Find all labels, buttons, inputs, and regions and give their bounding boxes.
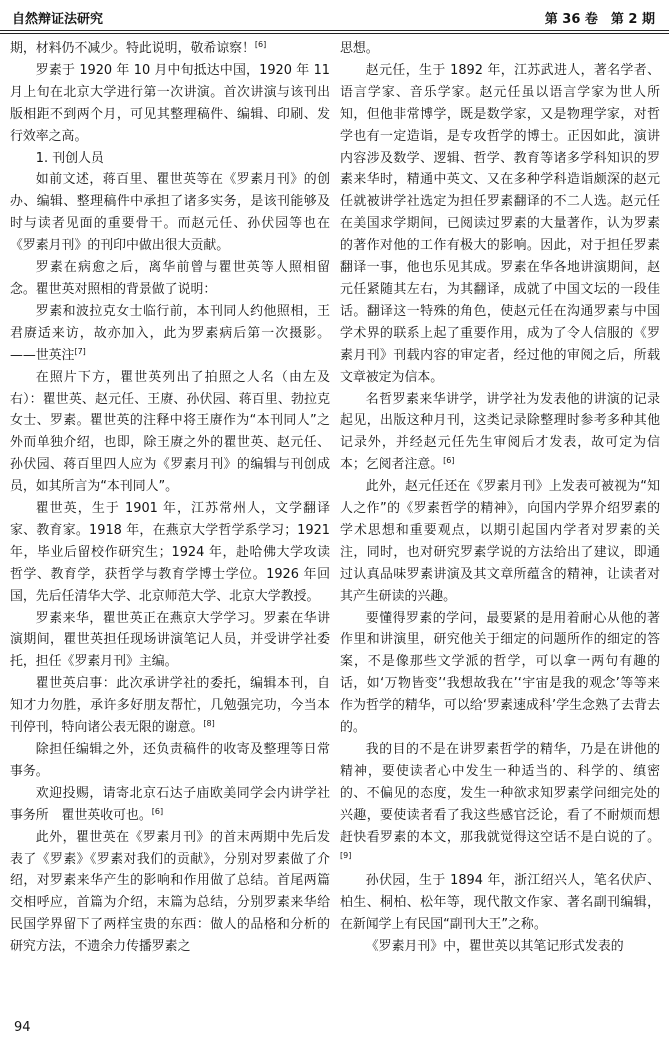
citation-ref: [6]: [151, 806, 164, 816]
left-column: [10, 38, 330, 958]
paragraph: [340, 389, 660, 477]
paragraph-text: 瞿世英启事：此次承讲学社的委托，编辑本刊，自知才力勿胜，承许多好朋友帮忙，几勉强完功，今当本刊停刊，特向诸公表无限的谢意。: [10, 676, 330, 736]
paragraph: [10, 739, 330, 783]
paragraph: [10, 169, 330, 257]
paragraph-text: 罗素和波拉克女士临行前，本刊同人约他照相，王君赓适来访，故亦加入，此为罗素病后第一次摄影。——世英注: [10, 303, 330, 363]
citation-ref: [6]: [443, 456, 455, 466]
paragraph-text: 孙伏园，生于 1894 年，浙江绍兴人，笔名伏庐、柏生、桐柏、松年等，现代散文作家、著名副刊编辑，在新闻学上有民国“副刊大王”之称。: [340, 873, 660, 933]
paragraph: [10, 673, 330, 739]
page-number: 94: [14, 1020, 31, 1035]
paragraph: [10, 783, 330, 827]
paragraph-text: 此外，瞿世英在《罗素月刊》的首末两期中先后发表了《罗素》《罗素对我们的贡献》，分别对罗素做了介绍，对罗素来华产生的影响和作用做了总结。首尾两篇交相呼应，首篇为介绍，末篇为总结，分别罗素来华给民国学界留下了两样宝贵的东西：做人的品格和分析的研究方法，不遗余力传播罗素之: [10, 829, 330, 955]
paragraph-text: 如前文述，蒋百里、瞿世英等在《罗素月刊》的创办、编辑、整理稿件中承担了诸多实务，是该刊能够及时与读者见面的重要骨干。而赵元任、孙伏园等也在《罗素月刊》的刊印中做出很大贡献。: [10, 172, 330, 254]
paragraph: [340, 936, 660, 958]
journal-title: 自然辩证法研究: [12, 12, 104, 27]
paragraph-text: 罗素来华，瞿世英正在燕京大学学习。罗素在华讲演期间，瞿世英担任现场讲演笔记人员，并受讲学社委托，担任《罗素月刊》主编。: [10, 610, 330, 670]
right-column: [340, 38, 660, 958]
paragraph: [10, 60, 330, 148]
paragraph-text: 在照片下方，瞿世英列出了拍照之人名（由左及右）：瞿世英、赵元任、王赓、孙伏园、蒋百里、勃拉克女士、罗素。瞿世英的注释中将王赓作为“本刊同人”之外而单独介绍，也即，除王赓之外的瞿世英、赵元任、孙伏园、蒋百里四人应为《罗素月刊》的编辑与刊创成员，如其所言为“本刊同人”。: [10, 369, 330, 495]
page-header: [0, 0, 669, 30]
paragraph-text: 我的目的不是在讲罗素哲学的精华，乃是在讲他的精神，要使读者心中发生一种适当的、科学的、缜密的、不偏见的态度，发生一种欲求知罗素学问细完处的兴趣，要使读者看了我这些感官泛论，看了不耐烦而想赶快看罗素的本文，那我就觉得这空话不是白说的了。: [340, 742, 660, 845]
issue-label: 第 36 卷 第 2 期: [544, 12, 655, 27]
paragraph-text: 《罗素月刊》中，瞿世英以其笔记形式发表的: [365, 939, 624, 955]
paragraph-text: 此外，赵元任还在《罗素月刊》上发表可被视为“知人之作”的《罗素哲学的精神》，向国内学界介绍罗素的学术思想和重要观点，以期引起国内学者对罗素的关注，同时，也对研究罗素学说的方法给出了建议，即通过认真品味罗素讲演及其文章所蕴含的精神，让读者对其产生研读的兴趣。: [340, 479, 660, 604]
paragraph: [10, 367, 330, 498]
paragraph: [340, 38, 660, 60]
paragraph-text: 名哲罗素来华讲学，讲学社为发表他的讲演的记录起见，出版这种月刊，这类记录除整理时参考多种其他记录外，并经赵元任先生审阅后才发表，故可定为信本；乞阅者注意。: [340, 391, 660, 473]
citation-ref: [9]: [340, 850, 352, 860]
citation-ref: [6]: [254, 40, 267, 49]
paragraph: [340, 739, 660, 870]
paragraph: [340, 870, 660, 936]
paragraph-text: 除担任编辑之外，还负责稿件的收寄及整理等日常事务。: [10, 742, 330, 779]
paragraph-text: 瞿世英，生于 1901 年，江苏常州人，文学翻译家、教育家。1918 年，在燕京大学哲学系学习；1921 年，毕业后留校作研究生；1924 年，赴哈佛大学攻读哲学、教育学，获哲学与教育学博士学位。1926 年回国，先后任清华大学、北京师范大学、北京大学教授。: [10, 501, 330, 604]
paragraph: [340, 608, 660, 739]
paragraph-text: 赵元任，生于 1892 年，江苏武进人，著名学者、语言学家、音乐学家。赵元任虽以语言学家为世人所知，但他非常博学，既是数学家，又是物理学家，对哲学也有一定造诣，是专攻哲学的博士。正因如此，演讲内容涉及数学、逻辑、哲学、教育等诸多学科知识的罗素来华时，精通中英文、又在多种学科造诣颇深的赵元任就被讲学社选定为担任罗素翻译的不二人选。赵元任在美国求学期间，已阅读过罗素的大量著作，认为罗素的著作对他的工作有极大的影响。因此，对于担任罗素翻译一事，他也乐见其成。罗素在华各地讲演期间，赵元任紧随其左右，为其翻译，成就了中国文坛的一段佳话。翻译这一特殊的角色，使赵元任在沟通罗素与中国学术界的联系上起了重要作用，成为了令人信服的《罗素月刊》刊载内容的审定者，经过他的审阅之后，所载文章被定为信本。: [340, 62, 660, 385]
paragraph: [10, 608, 330, 674]
paragraph: [10, 498, 330, 608]
paragraph-text: 罗素在病愈之后，离华前曾与瞿世英等人照相留念。瞿世英对照相的背景做了说明：: [10, 260, 330, 297]
paragraph-text: 要懂得罗素的学问，最要紧的是用着耐心从他的著作里和讲演里，研究他关于细定的问题所作的细定的答案，不是像那些文学派的哲学，可以拿一两句有趣的话，如‘万物皆变’‘我想故我在’‘宇宙是我的观念’等等来作为哲学的精华，可以给‘罗素速成科’学生念熟了去背去的。: [340, 610, 660, 736]
paragraph: [10, 148, 330, 170]
paragraph-text: 1. 刊创人员: [35, 150, 104, 166]
paragraph: [340, 60, 660, 389]
citation-ref: [8]: [203, 719, 215, 729]
paragraph-text: 罗素于 1920 年 10 月中旬抵达中国，1920 年 11 月上旬在北京大学进行第一次讲演。首次讲演与该刊出版相距不到两个月，可见其整理稿件、编辑、印刷、发行效率之高。: [10, 62, 330, 144]
paragraph: [10, 38, 330, 60]
paragraph: [10, 827, 330, 958]
paragraph: [10, 257, 330, 301]
citation-ref: [7]: [74, 346, 86, 356]
paragraph: [340, 476, 660, 607]
paragraph-text: 欢迎投赐，请寄北京石达子庙欧美同学会内讲学社事务所 瞿世英收可也。: [10, 785, 330, 823]
paragraph-text: 期，材料仍不减少。特此说明，敬希谅察！: [10, 41, 255, 56]
paragraph: [10, 301, 330, 367]
header-rule: [0, 30, 669, 31]
header-rule-thin: [0, 33, 669, 34]
paragraph-text: 思想。: [340, 41, 379, 56]
